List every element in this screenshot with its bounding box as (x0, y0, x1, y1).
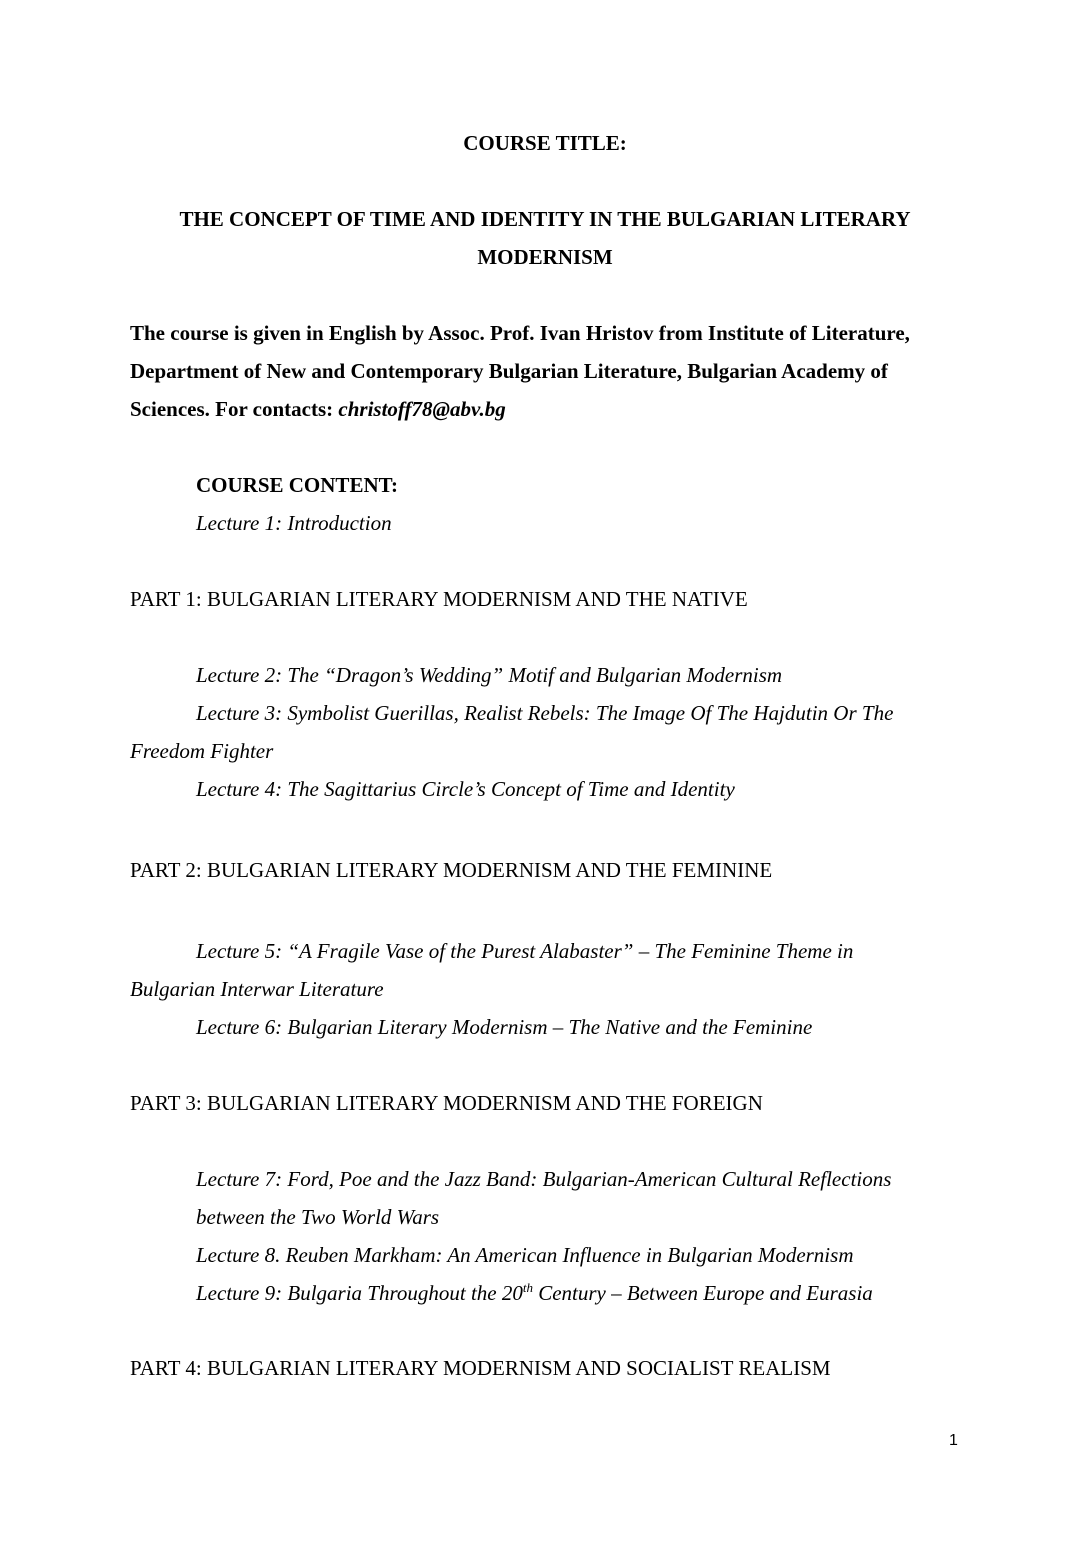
contact-email: christoff78@abv.bg (338, 397, 506, 421)
lecture-5-line-2: Bulgarian Interwar Literature (130, 977, 384, 1001)
intro-line-3 (130, 399, 506, 420)
course-content-label: COURSE CONTENT: (196, 473, 399, 497)
lecture-3-line-2: Freedom Fighter (130, 739, 274, 763)
lecture-3-line-1: Lecture 3: Symbolist Guerillas, Realist Rebels: The Image Of The Hajdutin Or The (196, 701, 894, 725)
intro-line-2: Department of New and Contemporary Bulgarian Literature, Bulgarian Academy of (130, 359, 888, 383)
part-2-heading: PART 2: BULGARIAN LITERARY MODERNISM AND THE FEMININE (130, 858, 773, 882)
course-title-line-2: MODERNISM (477, 245, 613, 269)
lecture-9 (196, 1280, 873, 1305)
lecture-8: Lecture 8. Reuben Markham: An American Influence in Bulgarian Modernism (196, 1243, 854, 1267)
lecture-7-line-1: Lecture 7: Ford, Poe and the Jazz Band: Bulgarian-American Cultural Reflections (196, 1167, 892, 1191)
lecture-2: Lecture 2: The “Dragon’s Wedding” Motif and Bulgarian Modernism (196, 663, 783, 687)
lecture-7-line-2: between the Two World Wars (196, 1205, 440, 1229)
intro-line-1: The course is given in English by Assoc. Prof. Ivan Hristov from Institute of Literature, (130, 321, 910, 345)
lecture-1: Lecture 1: Introduction (196, 511, 392, 535)
page-number: 1 (949, 1432, 958, 1449)
course-title-label: COURSE TITLE: (463, 131, 627, 155)
lecture-4: Lecture 4: The Sagittarius Circle’s Concept of Time and Identity (196, 777, 735, 801)
lecture-6: Lecture 6: Bulgarian Literary Modernism – The Native and the Feminine (196, 1015, 813, 1039)
part-1-heading: PART 1: BULGARIAN LITERARY MODERNISM AND THE NATIVE (130, 587, 748, 611)
lecture-9-text: Lecture 9: Bulgaria Throughout the 20 (196, 1281, 523, 1305)
lecture-9-text-end: Century – Between Europe and Eurasia (532, 1281, 873, 1305)
part-4-heading: PART 4: BULGARIAN LITERARY MODERNISM AND SOCIALIST REALISM (130, 1356, 831, 1380)
lecture-9-superscript: th (522, 1280, 533, 1295)
lecture-5-line-1: Lecture 5: “A Fragile Vase of the Purest Alabaster” – The Feminine Theme in (196, 939, 854, 963)
part-3-heading: PART 3: BULGARIAN LITERARY MODERNISM AND THE FOREIGN (130, 1091, 763, 1115)
contacts-label: Sciences. For contacts: (130, 397, 339, 421)
course-title-line-1: THE CONCEPT OF TIME AND IDENTITY IN THE BULGARIAN LITERARY (179, 207, 911, 231)
